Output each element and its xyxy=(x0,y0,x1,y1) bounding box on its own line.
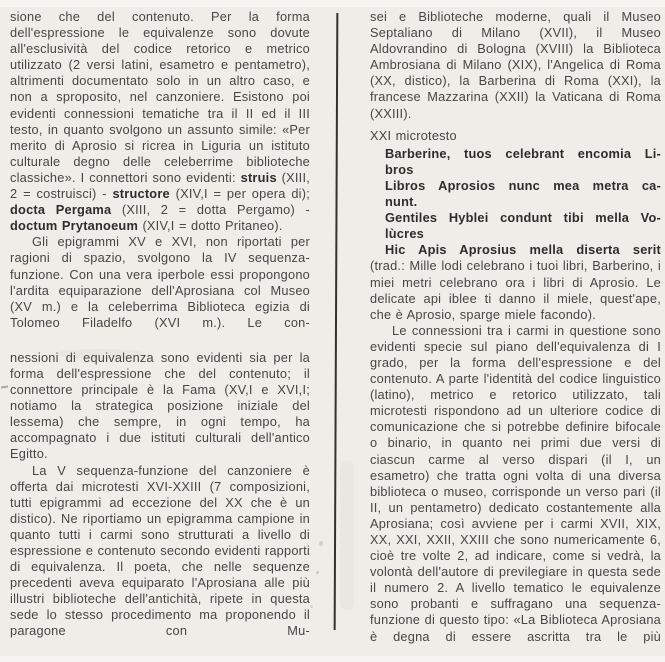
scan-artifact xyxy=(319,541,323,546)
body-text: La V sequenza-funzione del canzoniere è offerta dai microtesti XVI-XXIII (7 composizioni, tutti epigrammi ad eccezione del XX che è un distico). Ne riportiamo un epigramma campione in quanto tutti i carmi sono strutturati a livello di espressione e contenuto secondo evidenti rapporti di equivalenza. Il poeta, che nelle sequenze precedenti aveva equiparato l'Aprosiana alle più illustri biblioteche dell'antichità, ripete in questa sede lo stesso procedimento ma proponendo il paragone con Mu- xyxy=(10,462,310,639)
verse-line: Barberine, tuos celebrant encomia Li- xyxy=(385,145,661,161)
body-text: (XIV,I = per opera di); xyxy=(169,186,310,202)
verse-line: Gentiles Hyblei condunt tibi mella Vo- xyxy=(385,210,661,226)
scan-artifact xyxy=(340,460,354,610)
body-text: (XIV,I = dotto Pritaneo). xyxy=(138,218,283,234)
body-text: Le connessioni tra i carmi in questione sono evidenti specie sul piano dell'equivalenza di I grado, per la forma dell'espressione e del contenuto. A parte l'identità del codice linguistico (latino), metrico e retorico utilizzato, tali microtesti rispondono ad un ulteriore codice di comunicazione che si potrebbe definire bifocale o binario, in quanto nei primi due versi di ciascun carme al verso dispari (il I, un esametro) che tratta ogni volta di una diversa biblioteca o museo, corrisponde un verso pari (il II, un pentametro) dedicato costantemente alla Aprosiana; così avviene per i carmi XVII, XIX, XX, XXI, XXII, XXIII che sono numericamente 6, cioè tre volte 2, ad indicare, come si vedrà, la volontà dell'autore di previlegiare in questa sede il numero 2. A livello tematico le equivalenze sono probanti e suffragano una sequenza-funzione di questo tipo: «La Biblioteca Aprosiana è degna di essere ascritta tra le più xyxy=(370,322,661,644)
bold-term: doctum Prytanoeum xyxy=(10,218,139,234)
body-text: (trad.: Mille lodi celebrano i tuoi libri, Barberino, i miei metri celebrano ora i libri di Aprosio. Le delicate api iblee ti danno il miele, quest'ape, che è Aprosio, sparge miele facondo). xyxy=(370,258,661,322)
body-text: (XIII, 2 = costruisci) - xyxy=(10,169,311,202)
paragraph xyxy=(10,234,310,331)
body-text: sione che del contenuto. Per la forma dell'espressione le equivalenze sono dovute all'esclusività del codice retorico e metrico utilizzato (2 versi latini, esametro e pentametro), altrimenti documentato solo in un altro caso, e non a sproposito, nel canzoniere. Esistono poi evidenti connessioni tematiche tra il II ed il III testo, in quanto svolgono un assunto simile: «Per merito di Aprosio si ricrea in Liguria un istituto culturale degno delle celeberrime biblioteche classiche». I connettori sono evidenti: xyxy=(10,9,310,185)
body-text: Gli epigrammi XV e XVI, non riportati per ragioni di spazio, svolgono la IV sequenza-funzione. Con una vera iperbole essi propongono l'ardita equiparazione dell'Aprosiana col Museo (XV m.) e la celeberrima Biblioteca egizia di Tolomeo Filadelfo (XVI m.). Le con- xyxy=(10,234,310,330)
verse-block xyxy=(385,146,661,259)
bold-term: struis xyxy=(240,169,277,185)
column-divider-rule xyxy=(334,13,339,630)
left-text-column xyxy=(10,9,310,640)
verse-line: Libros Aprosios nunc mea metra ca- xyxy=(385,177,661,193)
paragraph xyxy=(370,9,661,122)
paragraph xyxy=(10,350,310,463)
body-text: sei e Biblioteche moderne, quali il Museo Septaliano di Milano (XVII), il Museo Aldovrandino di Bologna (XVIII) la Biblioteca Ambrosiana di Milano (XIX), l'Angelica di Roma (XX, distico), la Barberina di Roma (XXI), la francese Mazzarina (XXII) la Vaticana di Roma (XXIII). xyxy=(370,9,661,121)
paragraph xyxy=(370,258,661,322)
paragraph xyxy=(10,463,310,640)
verse-line: nunt. xyxy=(385,194,418,210)
body-text: XXI microtesto xyxy=(370,127,457,143)
scan-artifact xyxy=(1,386,8,389)
bold-term: structore xyxy=(112,186,170,202)
bold-term: docta Pergama xyxy=(10,202,112,218)
scan-artifact xyxy=(316,571,319,574)
section-label xyxy=(370,128,661,144)
right-text-column xyxy=(370,9,661,645)
paragraph xyxy=(10,9,310,234)
scan-artifact xyxy=(310,605,313,608)
verse-line: bros xyxy=(385,161,414,177)
paragraph xyxy=(370,323,661,645)
verse-line: Hic Apis Aprosius mella diserta serit xyxy=(385,242,661,258)
verse-line: lùcres xyxy=(385,226,425,242)
body-text: nessioni di equivalenza sono evidenti sia per la forma dell'espressione che del contenuto; il connettore principale è la Fama (XV,I e XVI,I; notiamo la strategica posizione iniziale del lessema) che sempre, in ogni tempo, ha accompagnato i due istituti culturali dell'antico Egitto. xyxy=(10,349,310,462)
body-text: (XIII, 2 = dotta Pergamo) - xyxy=(111,202,310,218)
